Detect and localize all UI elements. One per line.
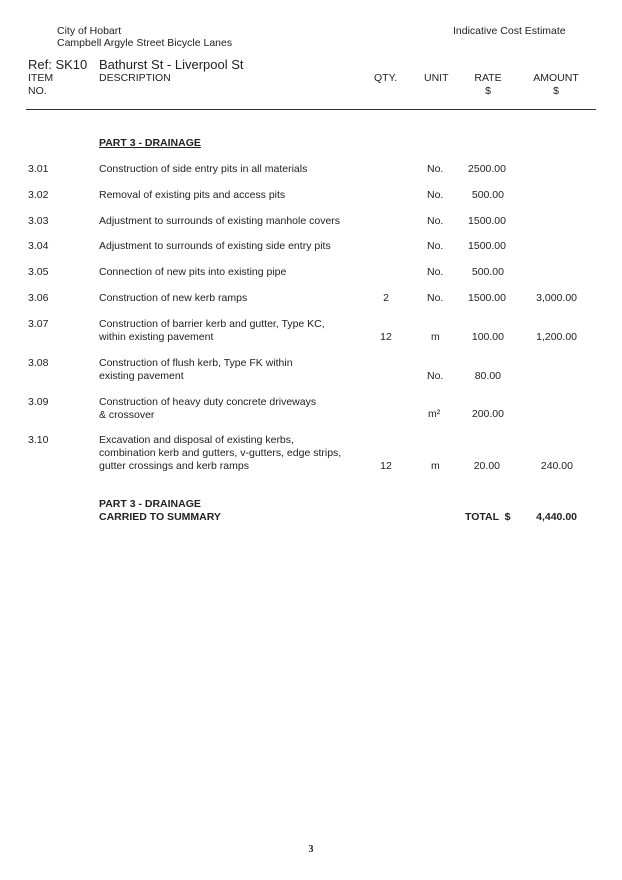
item-unit: No. — [427, 240, 444, 252]
column-header-unit: UNIT — [424, 72, 449, 84]
item-number: 3.06 — [28, 292, 49, 304]
item-rate: 2500.00 — [468, 163, 506, 175]
org-name: City of Hobart — [57, 25, 122, 37]
column-header-amount — [530, 72, 582, 98]
item-description-line: Adjustment to surrounds of existing manhole covers — [99, 215, 341, 227]
item-rate: 1500.00 — [468, 240, 506, 252]
item-description — [99, 434, 341, 473]
column-header-description: DESCRIPTION — [99, 72, 171, 84]
item-description-line: Construction of new kerb ramps — [99, 292, 248, 304]
item-unit: No. — [427, 163, 444, 175]
carried-to-summary-label: CARRIED TO SUMMARY — [99, 511, 221, 523]
item-rate: 500.00 — [471, 266, 504, 278]
column-header-qty: QTY. — [374, 72, 398, 84]
item-rate: 200.00 — [471, 408, 504, 420]
item-description-line: Connection of new pits into existing pipe — [99, 266, 287, 278]
item-description — [99, 292, 247, 305]
item-unit: m — [431, 460, 440, 472]
item-number: 3.10 — [28, 434, 49, 446]
item-number: 3.09 — [28, 396, 49, 408]
total-amount: 4,440.00 — [536, 511, 577, 523]
item-rate: 500.00 — [471, 189, 504, 201]
item-rate: 20.00 — [473, 460, 500, 472]
item-rate: 1500.00 — [468, 215, 506, 227]
item-number: 3.04 — [28, 240, 49, 252]
item-number: 3.03 — [28, 215, 49, 227]
item-rate: 1500.00 — [468, 292, 506, 304]
item-description — [99, 163, 307, 176]
item-description-line: Construction of barrier kerb and gutter, Type KC, — [99, 318, 325, 330]
item-unit: m² — [428, 408, 441, 420]
project-name: Campbell Argyle Street Bicycle Lanes — [57, 37, 233, 49]
item-unit: No. — [427, 266, 444, 278]
item-description-line: combination kerb and gutters, v-gutters, edge strips, — [99, 447, 342, 459]
item-description — [99, 215, 340, 228]
item-number: 3.07 — [28, 318, 49, 330]
item-unit: No. — [427, 189, 444, 201]
item-description — [99, 318, 325, 344]
item-description-line: Construction of heavy duty concrete driveways — [99, 396, 317, 408]
item-description — [99, 189, 285, 202]
item-number: 3.08 — [28, 357, 49, 369]
item-description — [99, 240, 331, 253]
item-number: 3.01 — [28, 163, 49, 175]
page-number: 3 — [308, 844, 314, 855]
item-description-line: gutter crossings and kerb ramps — [99, 460, 249, 472]
item-description-line: within existing pavement — [99, 331, 214, 343]
item-description — [99, 357, 293, 383]
reference-code: Ref: SK10 — [28, 57, 88, 72]
item-amount: 1,200.00 — [536, 331, 577, 343]
column-header-amount-line2: $ — [553, 85, 559, 97]
column-header-rate — [466, 72, 510, 98]
item-rate: 100.00 — [471, 331, 504, 343]
item-amount: 3,000.00 — [536, 292, 577, 304]
item-description-line: Removal of existing pits and access pits — [99, 189, 286, 201]
item-description-line: existing pavement — [99, 370, 184, 382]
section-summary-title: PART 3 - DRAINAGE — [99, 498, 201, 510]
document-type: Indicative Cost Estimate — [453, 25, 566, 37]
item-unit: m — [431, 331, 440, 343]
item-description-line: & crossover — [99, 409, 155, 421]
column-header-item — [28, 72, 53, 98]
item-description — [99, 266, 286, 279]
item-description-line: Construction of flush kerb, Type FK within — [99, 357, 293, 369]
item-unit: No. — [427, 215, 444, 227]
item-rate: 80.00 — [474, 370, 501, 382]
section-title: PART 3 - DRAINAGE — [99, 137, 201, 149]
item-amount: 240.00 — [540, 460, 573, 472]
column-header-rate-line2: $ — [485, 85, 491, 97]
item-unit: No. — [427, 292, 444, 304]
column-header-item-line1: ITEM — [28, 72, 54, 84]
item-unit: No. — [427, 370, 444, 382]
item-description-line: Construction of side entry pits in all materials — [99, 163, 308, 175]
item-number: 3.02 — [28, 189, 49, 201]
header-divider — [26, 109, 596, 110]
total-label: TOTAL $ — [465, 511, 511, 523]
column-header-item-line2: NO. — [28, 85, 47, 97]
reference-location: Bathurst St - Liverpool St — [99, 57, 244, 72]
section-summary — [99, 498, 221, 524]
item-qty: 2 — [383, 292, 389, 304]
column-header-rate-line1: RATE — [474, 72, 502, 84]
item-description — [99, 396, 316, 422]
item-description-line: Excavation and disposal of existing kerbs, — [99, 434, 294, 446]
column-header-amount-line1: AMOUNT — [533, 72, 579, 84]
item-qty: 12 — [380, 460, 392, 472]
item-qty: 12 — [380, 331, 392, 343]
item-number: 3.05 — [28, 266, 49, 278]
item-description-line: Adjustment to surrounds of existing side entry pits — [99, 240, 331, 252]
